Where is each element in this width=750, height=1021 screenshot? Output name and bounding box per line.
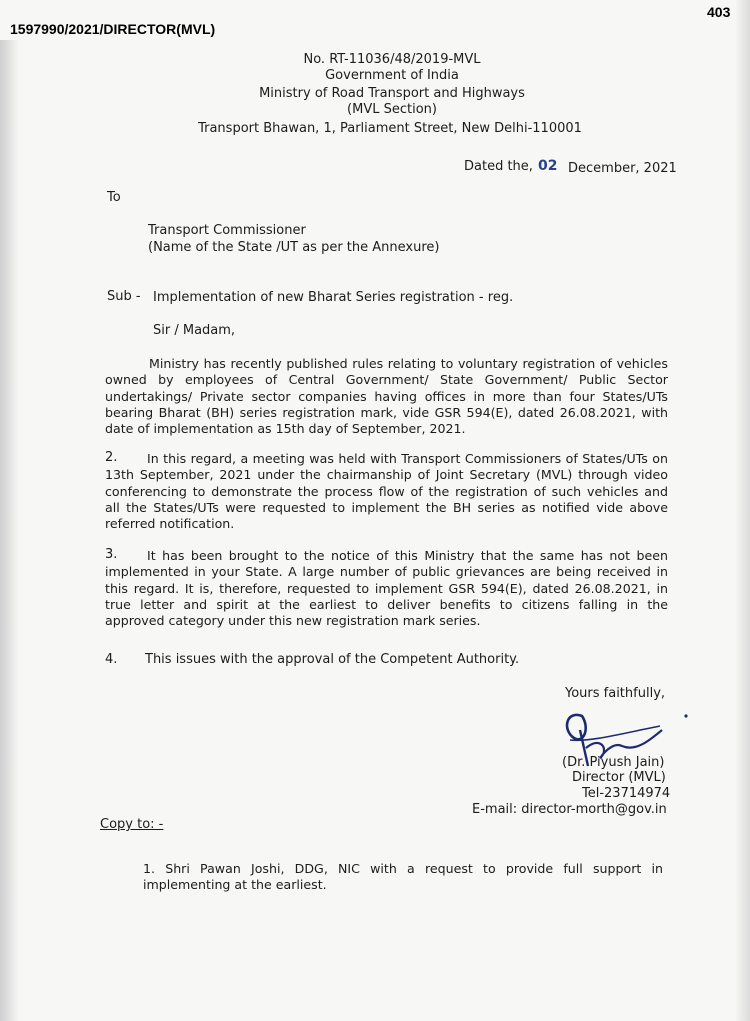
paragraph-line: bearing Bharat (BH) series registration mark, vide GSR 594(E), dated 26.08.2021, with	[105, 404, 668, 420]
signatory-name: (Dr. Piyush Jain)	[562, 755, 665, 770]
paragraph-line: this regard. It is, therefore, requested to implement GSR 594(E), dated 26.08.2021, in	[105, 580, 668, 596]
addressee-note: (Name of the State /UT as per the Annexure)	[148, 240, 440, 255]
paragraph-line: approved category under this new registration mark series.	[105, 613, 481, 629]
copy-to-line: 1. Shri Pawan Joshi, DDG, NIC with a request to provide full support in	[143, 861, 663, 876]
date-month-year: December, 2021	[568, 161, 677, 176]
paragraph-4-number: 4.	[105, 652, 118, 667]
paragraph-line: referred notification.	[105, 516, 235, 532]
copy-to-item-1	[143, 861, 663, 894]
government-line: Government of India	[325, 68, 459, 83]
scan-shadow-right	[736, 0, 750, 1021]
signatory-email: E-mail: director-morth@gov.in	[472, 802, 667, 817]
paragraph-line: owned by employees of Central Government/ State Government/ Public Sector	[105, 372, 668, 388]
paragraph-line: 13th September, 2021 under the chairmanship of Joint Secretary (MVL) through video	[105, 467, 668, 483]
paragraph-line: conferencing to demonstrate the process flow of the registration of such vehicles and	[105, 483, 668, 499]
paragraph-2	[105, 451, 668, 532]
paragraph-line: In this regard, a meeting was held with Transport Commissioners of States/UTs on	[147, 451, 668, 466]
subject-text: Implementation of new Bharat Series registration - reg.	[153, 290, 514, 305]
paragraph-4: This issues with the approval of the Competent Authority.	[145, 652, 520, 667]
paragraph-line: all the States/UTs were requested to implement the BH series as notified vide above	[105, 499, 668, 515]
paragraph-1	[105, 356, 668, 437]
paragraph-3	[105, 548, 668, 629]
reference-number: No. RT-11036/48/2019-MVL	[303, 52, 481, 67]
address-line: Transport Bhawan, 1, Parliament Street, New Delhi-110001	[198, 121, 582, 136]
scan-shadow-left	[0, 40, 18, 1021]
paragraph-line: date of implementation as 15th day of September, 2021.	[105, 421, 466, 437]
handwritten-date-day: 02	[538, 158, 558, 174]
copy-to-label: Copy to: -	[100, 817, 164, 832]
page-number: 403	[707, 4, 731, 20]
paragraph-line: implemented in your State. A large number of public grievances are being received in	[105, 564, 668, 580]
signatory-title: Director (MVL)	[572, 770, 666, 785]
signatory-telephone: Tel-23714974	[582, 786, 671, 801]
paragraph-line: undertakings/ Private sector companies having offices in more than four States/UTs	[105, 388, 668, 404]
subject-label: Sub -	[107, 289, 141, 304]
paragraph-line: It has been brought to the notice of this Ministry that the same has not been	[147, 548, 668, 563]
paragraph-line: Ministry has recently published rules relating to voluntary registration of vehicles	[149, 356, 668, 371]
paragraph-3-number: 3.	[105, 547, 118, 562]
paragraph-line: true letter and spirit at the earliest to deliver benefits to citizens falling in the	[105, 596, 668, 612]
copy-to-line: implementing at the earliest.	[143, 877, 327, 893]
date-prefix: Dated the,	[464, 159, 533, 174]
paragraph-2-number: 2.	[105, 450, 118, 465]
addressee: Transport Commissioner	[148, 223, 306, 238]
section-line: (MVL Section)	[347, 102, 437, 117]
file-reference: 1597990/2021/DIRECTOR(MVL)	[10, 21, 216, 37]
to-label: To	[107, 190, 121, 205]
closing: Yours faithfully,	[565, 686, 666, 701]
ministry-line: Ministry of Road Transport and Highways	[259, 86, 525, 101]
salutation: Sir / Madam,	[153, 323, 236, 338]
